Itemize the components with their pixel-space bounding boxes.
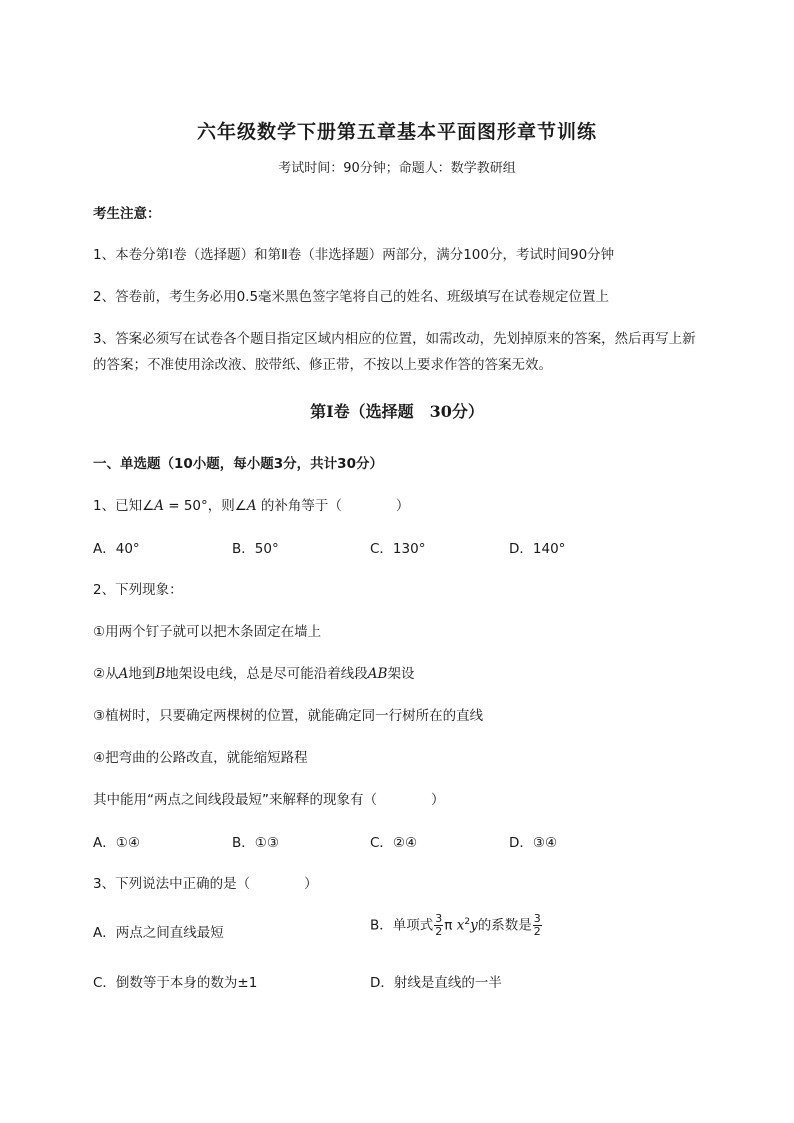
q1-mid: = 50°，则∠: [163, 498, 247, 514]
var-b: B: [155, 666, 166, 682]
notice-item-2: 2、答卷前，考生务必用0.5毫米黑色签字笔将自己的姓名、班级填写在试卷规定位置上: [93, 289, 610, 305]
var-y: y: [470, 917, 478, 934]
q3-option-b[interactable]: [370, 913, 543, 938]
q2-item-3: ③植树时，只要确定两棵树的位置，就能确定同一行树所在的直线: [93, 708, 484, 724]
fraction-denominator: 2: [533, 925, 541, 938]
q2-item-1: ①用两个钉子就可以把木条固定在墙上: [93, 624, 322, 640]
q2-option-d[interactable]: D．③④: [509, 835, 558, 851]
q2-item2-part: 地架设电线，总是尽可能沿着线段: [165, 666, 368, 682]
var-a: A: [154, 498, 164, 514]
q2-question: 其中能用“两点之间线段最短”来解释的现象有（ ）: [93, 792, 445, 808]
q2-item-2: [93, 662, 414, 682]
q3-option-a[interactable]: A．两点之间直线最短: [93, 925, 224, 941]
fraction: [434, 913, 443, 938]
notice-heading: 考生注意：: [93, 206, 161, 222]
notice-item-3-cont: 的答案；不准使用涂改液、胶带纸、修正带，不按以上要求作答的答案无效。: [93, 357, 552, 373]
q1-option-b[interactable]: B．50°: [232, 541, 279, 557]
fraction-denominator: 2: [435, 925, 443, 938]
fraction: [533, 913, 542, 938]
q1-option-d[interactable]: D．140°: [509, 541, 566, 557]
q1-prefix: 1、已知∠: [93, 498, 155, 514]
q3-optb-prefix: B．单项式: [370, 917, 434, 934]
q1-option-a[interactable]: A．40°: [93, 541, 140, 557]
exam-subtitle: 考试时间：90分钟；命题人：数学教研组: [278, 161, 516, 176]
q3-option-c[interactable]: C．倒数等于本身的数为±1: [93, 975, 258, 991]
question-1-stem: [93, 494, 409, 514]
q2-item2-part: 架设: [387, 666, 415, 682]
var-a: A: [246, 498, 257, 514]
notice-item-3: 3、答案必须写在试卷各个题目指定区域内相应的位置，如需改动，先划掉原来的答案，然后再写上新: [93, 331, 696, 347]
section-title: 第I卷（选择题 30分）: [310, 402, 484, 421]
notice-item-1: 1、本卷分第I卷（选择题）和第Ⅱ卷（非选择题）两部分，满分100分，考试时间90分钟: [93, 247, 615, 263]
var-a: A: [118, 666, 129, 682]
q3-option-d[interactable]: D．射线是直线的一半: [370, 975, 502, 991]
q2-option-b[interactable]: B．①③: [232, 835, 279, 851]
q2-item2-part: 地到: [128, 666, 156, 682]
q2-option-a[interactable]: A．①④: [93, 835, 140, 851]
q1-option-c[interactable]: C．130°: [370, 541, 426, 557]
fraction-numerator: 3: [533, 912, 541, 925]
var-ab: AB: [367, 666, 388, 682]
q1-suffix: 的补角等于（ ）: [256, 498, 410, 514]
q2-item2-part: ②从: [93, 666, 119, 682]
question-3-stem: 3、下列说法中正确的是（ ）: [93, 876, 318, 892]
q2-option-c[interactable]: C．②④: [370, 835, 418, 851]
exponent: 2: [464, 917, 471, 927]
fraction-numerator: 3: [435, 912, 443, 925]
var-x: x: [456, 917, 465, 934]
q3-optb-mid: 的系数是: [477, 917, 532, 934]
page-title: 六年级数学下册第五章基本平面图形章节训练: [196, 121, 597, 143]
q2-item-4: ④把弯曲的公路改直，就能缩短路程: [93, 750, 308, 766]
question-2-stem: 2、下列现象：: [93, 582, 183, 598]
pi-symbol: π: [444, 917, 453, 934]
part-heading: 一、单选题（10小题，每小题3分，共计30分）: [93, 456, 383, 472]
